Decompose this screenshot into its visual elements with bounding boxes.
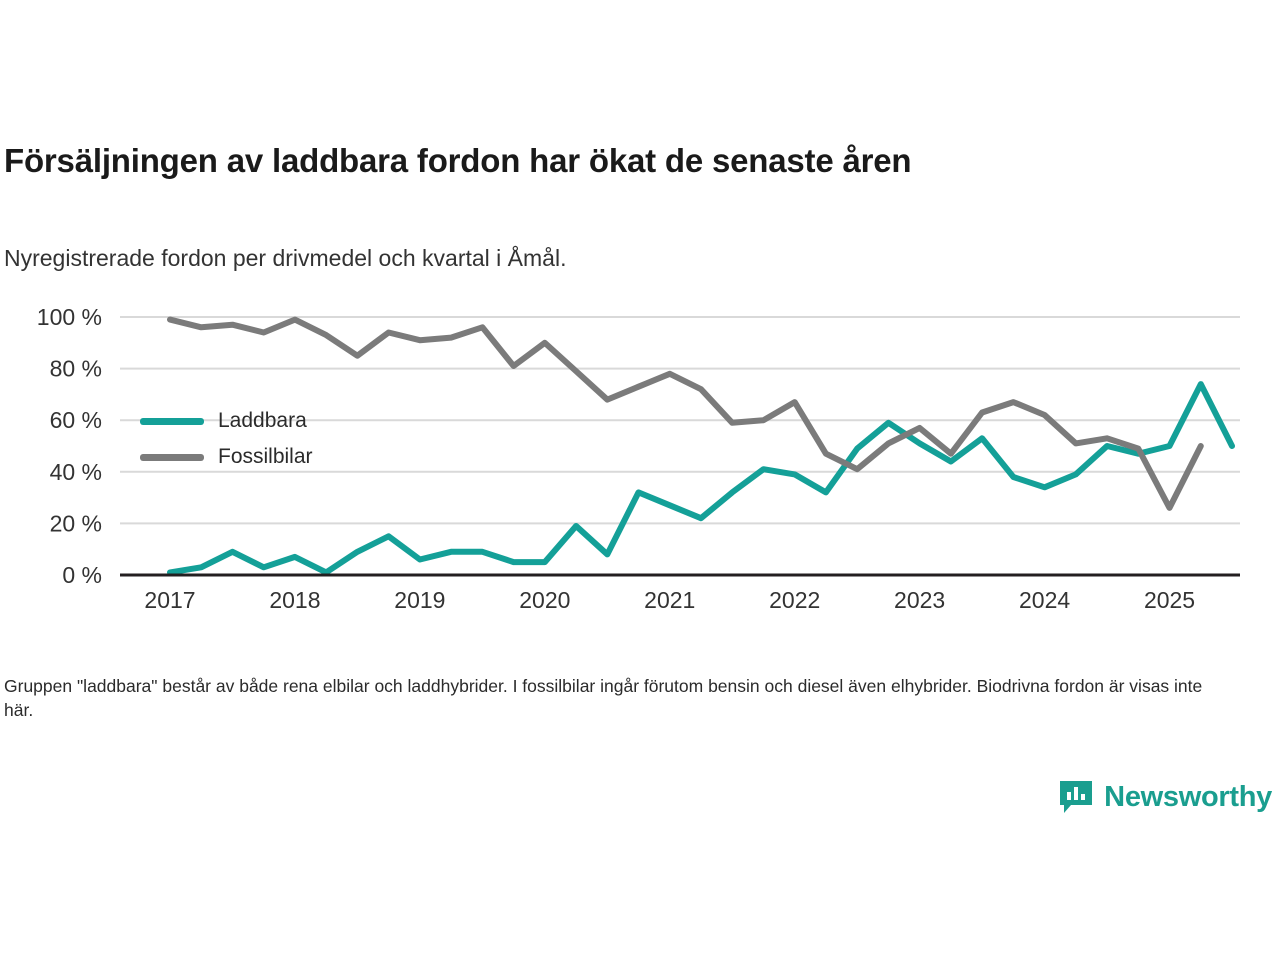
bar-chart-speech-bubble-icon <box>1057 778 1095 816</box>
svg-text:2017: 2017 <box>144 587 196 613</box>
svg-text:100 %: 100 % <box>36 304 102 330</box>
svg-text:2018: 2018 <box>269 587 321 613</box>
svg-text:2023: 2023 <box>894 587 946 613</box>
brand-name: Newsworthy <box>1104 780 1272 813</box>
svg-text:80 %: 80 % <box>49 355 102 382</box>
svg-text:2019: 2019 <box>394 587 446 613</box>
svg-text:60 %: 60 % <box>49 407 102 434</box>
svg-text:20 %: 20 % <box>49 510 102 537</box>
chart-footnote: Gruppen "laddbara" består av både rena elbilar och laddhybrider. I fossilbilar ingår förutom bensin och diesel även elhybrider. Biodrivna fordon är visas inte här. <box>4 676 1203 720</box>
svg-text:2020: 2020 <box>519 587 571 613</box>
legend-swatch-laddbara <box>140 418 204 425</box>
chart-subtitle: Nyregistrerade fordon per drivmedel och kvartal i Åmål. <box>4 245 567 271</box>
chart-y-axis-labels <box>37 304 102 588</box>
legend-item-fossilbilar <box>140 439 313 475</box>
chart-legend <box>140 403 313 475</box>
svg-text:40 %: 40 % <box>49 458 102 485</box>
series-line-laddbara <box>170 384 1232 572</box>
svg-text:0 %: 0 % <box>62 562 102 588</box>
svg-text:2024: 2024 <box>1019 587 1071 613</box>
legend-item-laddbara <box>140 403 313 439</box>
chart-x-axis-labels <box>144 587 1195 613</box>
page-title: Försäljningen av laddbara fordon har ökat de senaste åren <box>4 142 912 179</box>
svg-text:2021: 2021 <box>644 587 696 613</box>
legend-swatch-fossilbilar <box>140 454 204 461</box>
brand-logo <box>1057 775 1272 819</box>
line-chart <box>0 295 1280 625</box>
svg-text:2022: 2022 <box>769 587 821 613</box>
legend-label-laddbara: Laddbara <box>218 409 307 432</box>
legend-label-fossilbilar: Fossilbilar <box>218 445 313 468</box>
svg-text:2025: 2025 <box>1143 587 1196 613</box>
series-line-fossilbilar <box>170 320 1201 508</box>
chart-series-lines <box>170 320 1232 573</box>
